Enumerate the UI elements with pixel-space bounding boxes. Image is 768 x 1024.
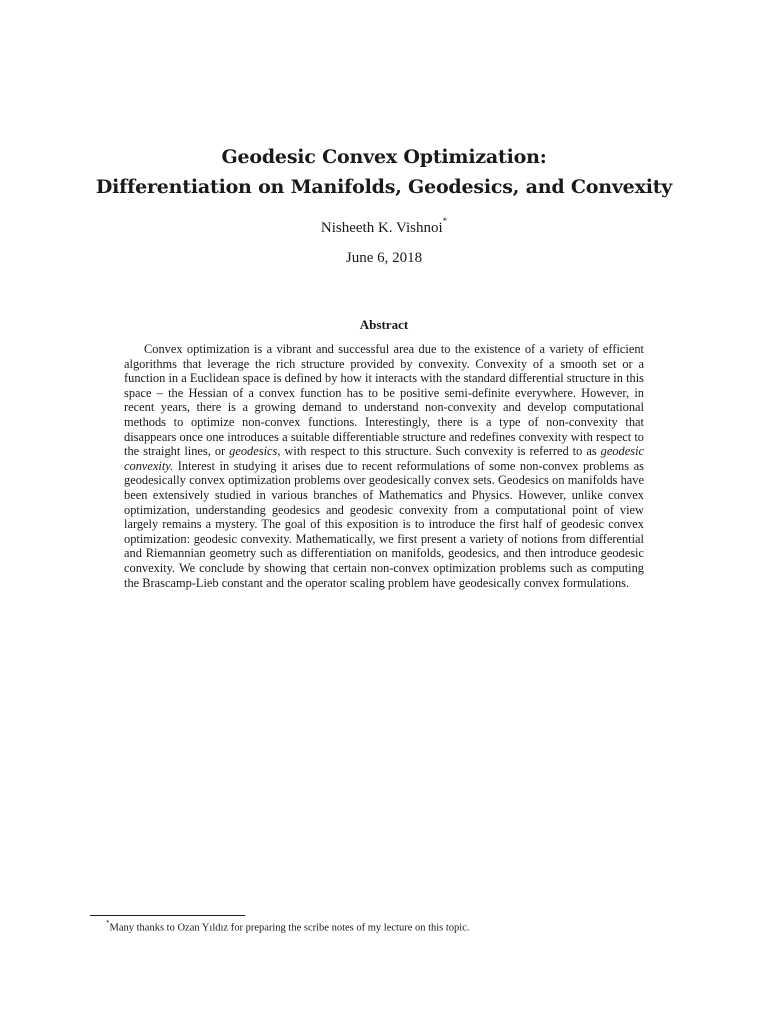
abstract-paragraph (124, 342, 644, 590)
abstract-text-3: Interest in studying it arises due to recent reformulations of some non-convex problems as geodesically convex optimization problems over geodesically convex sets. Geodesics on manifolds have been extensively studied in various branches of Mathematics and Physics. However, unlike convex optimization, understanding geodesics and geodesic convexity from a computational point of view largely remains a mystery. The goal of this exposition is to introduce the first half of geodesic convex optimization: geodesic convexity. Mathematically, we first present a variety of notions from differential and Riemannian geometry such as differentiation on manifolds, geodesics, and then introduce geodesic convexity. We conclude by showing that certain non-convex optimization problems such as computing the Brascamp-Lieb constant and the operator scaling problem have geodesically convex formulations. (124, 458, 644, 590)
abstract-heading: Abstract (359, 317, 409, 332)
paper-title (0, 142, 768, 202)
footnote-rule (90, 915, 245, 916)
abstract-text-1: Convex optimization is a vibrant and successful area due to the existence of a variety of efficient algorithms that leverage the rich structure provided by convexity. Convexity of a smooth set or a function in a Euclidean space is defined by how it interacts with the standard differential structure in this space – the Hessian of a convex function has to be positive semi-definite everywhere. However, in recent years, there is a growing demand to understand non-convexity and develop computational methods to optimize non-convex functions. Interestingly, there is a type of non-convexity that disappears once one introduces a suitable differentiable structure and redefines convexity with respect to the straight lines, or (124, 342, 644, 459)
title-line-2: Differentiation on Manifolds, Geodesics, and Convexity (95, 176, 673, 198)
author (0, 218, 768, 237)
abstract-emphasis-geodesics: geodesics (229, 444, 278, 459)
abstract-text-2: , with respect to this structure. Such convexity is referred to as (277, 444, 601, 459)
abstract-emphasis-geodesic-convexity: geodesic convexity. (124, 444, 645, 473)
title-line-1: Geodesic Convex Optimization: (221, 146, 547, 168)
author-footnote-mark: * (442, 216, 448, 226)
abstract-body (124, 342, 644, 590)
publication-date: June 6, 2018 (345, 250, 423, 266)
footnote (106, 920, 470, 934)
footnote-text: Many thanks to Ozan Yıldız for preparing the scribe notes of my lecture on this topic. (109, 922, 470, 934)
footnote-mark: * (106, 919, 110, 927)
author-name: Nisheeth K. Vishnoi (320, 220, 443, 236)
